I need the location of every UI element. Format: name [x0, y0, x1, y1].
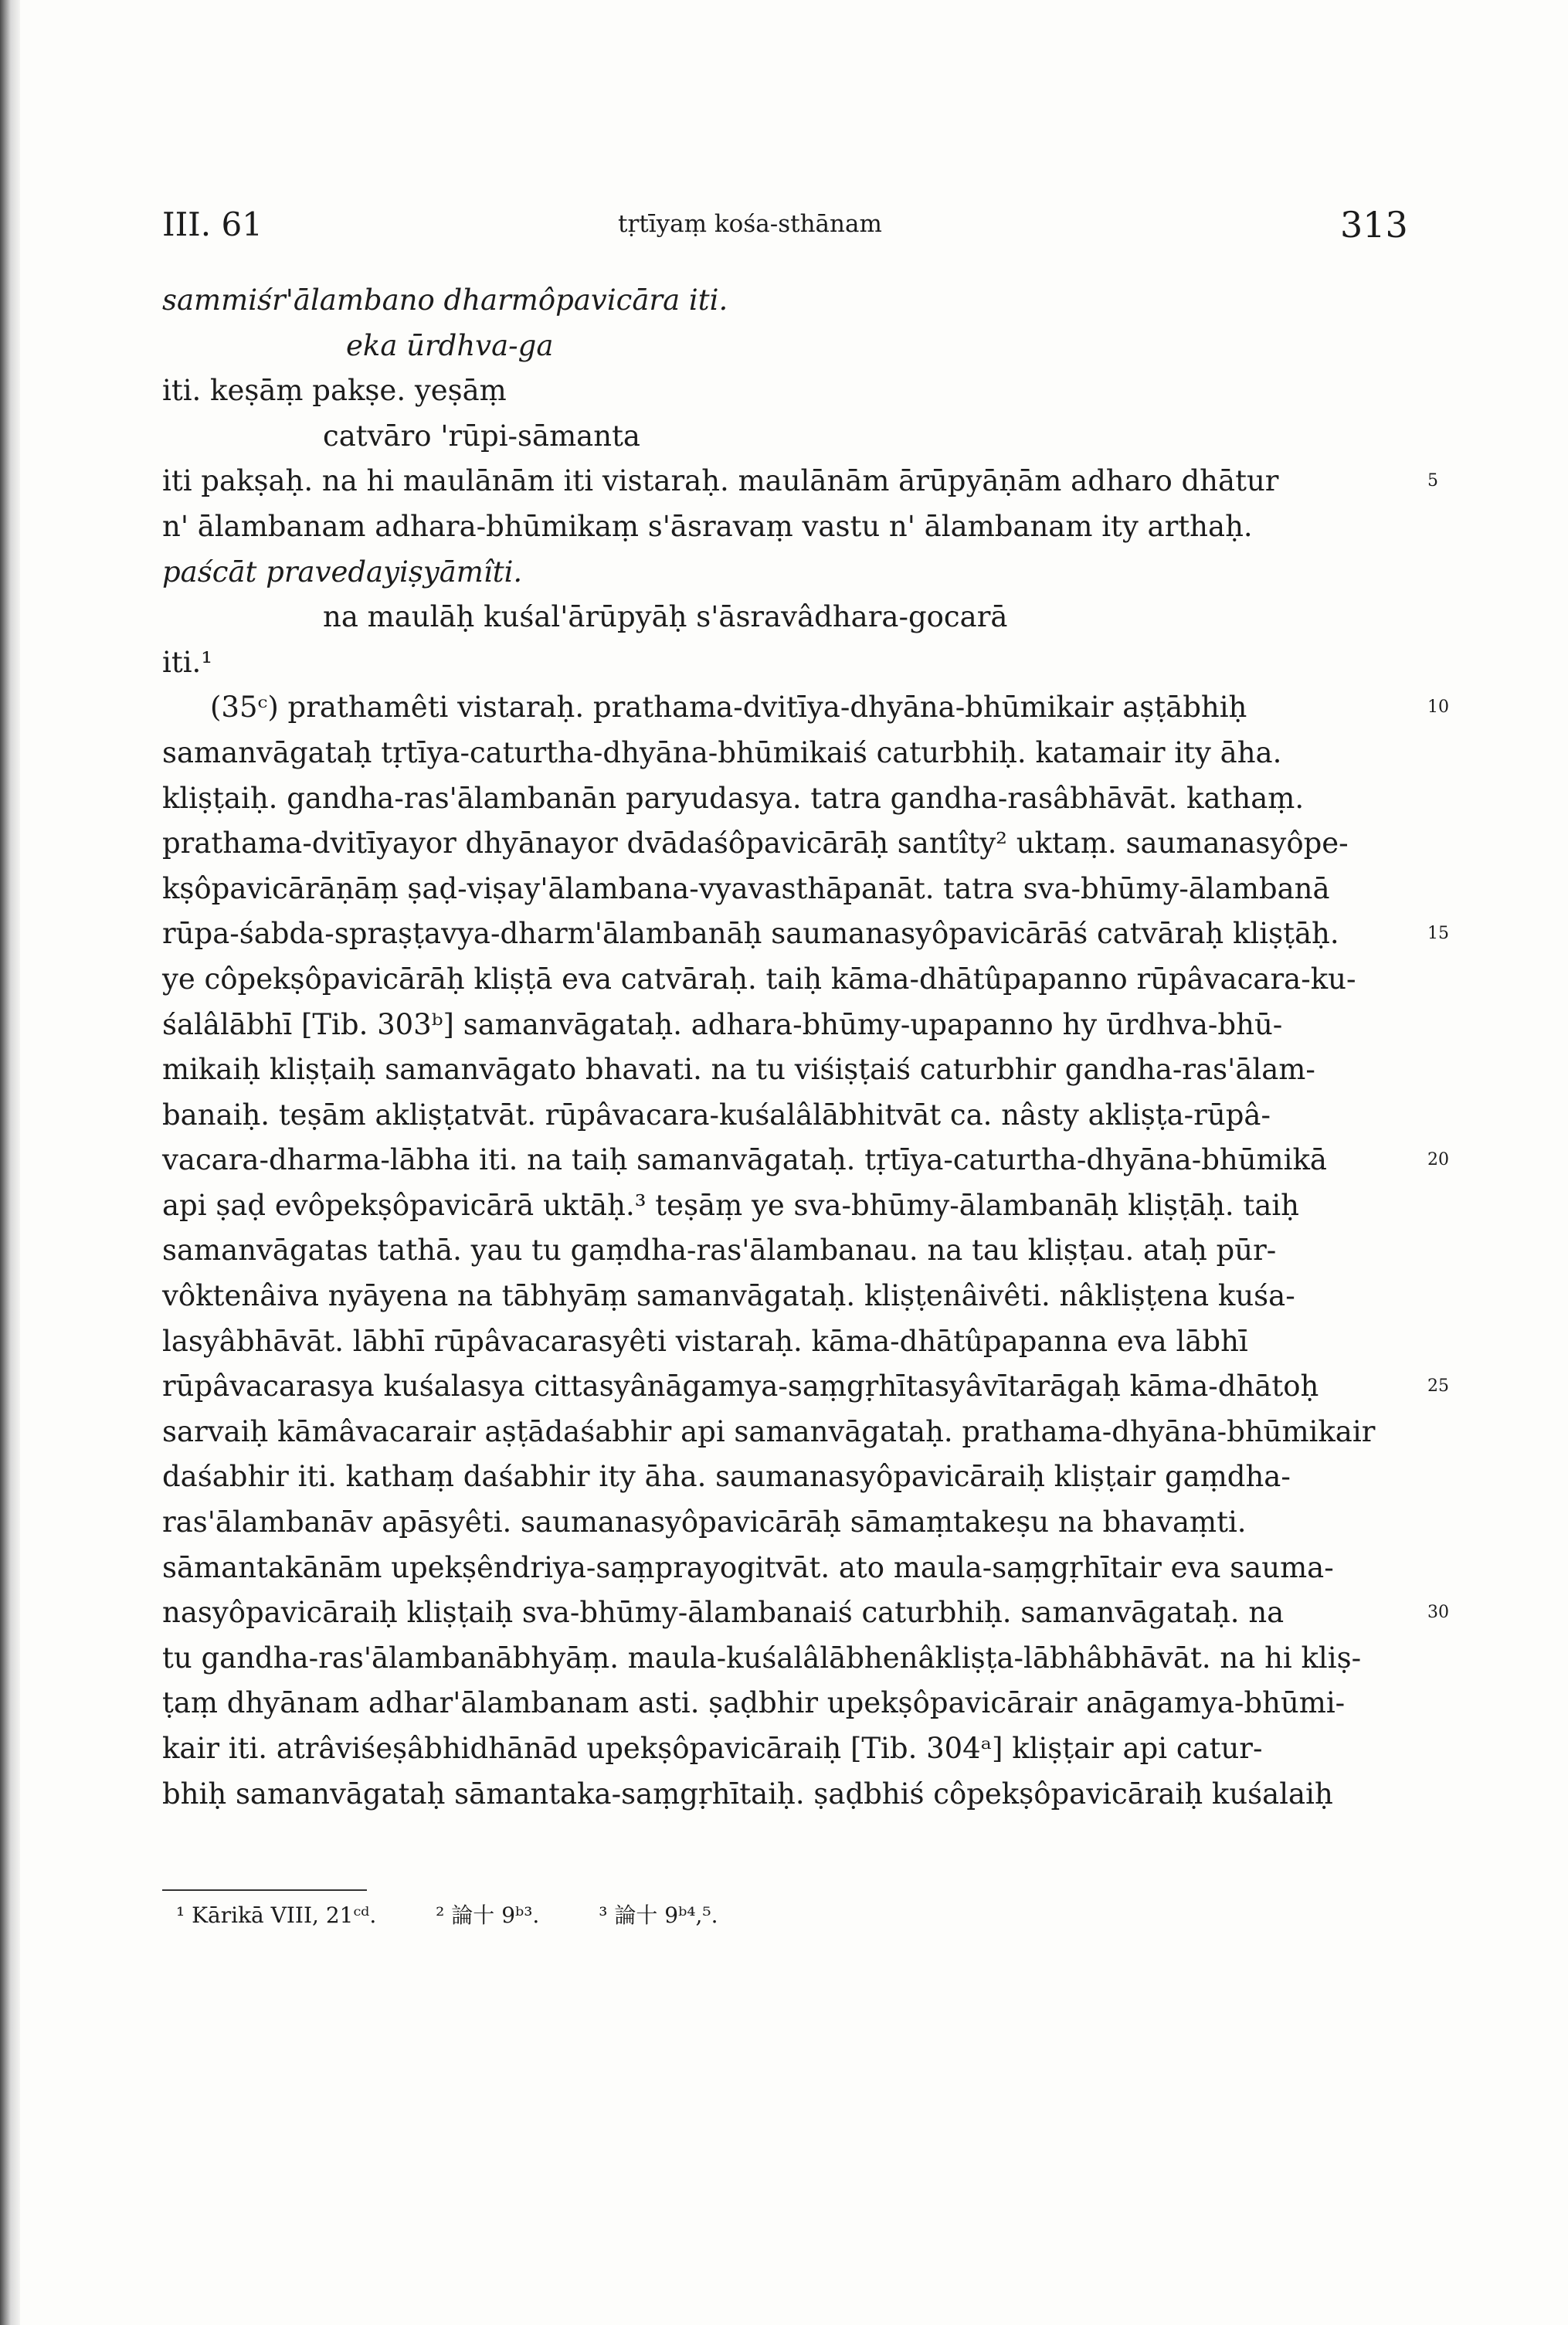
text-line: rūpa-śabda-spraṣṭavya-dharm'ālambanāḥ saumanasyôpavicārāś catvāraḥ kliṣṭāḥ. 15 [0, 911, 1568, 957]
footnotes [176, 1899, 771, 1930]
text-line: kṣôpavicārāṇāṃ ṣaḍ-viṣay'ālambana-vyavasthāpanāt. tatra sva-bhūmy-ālambanā [162, 871, 1330, 905]
text-line: paścāt pravedayiṣyāmîti. [162, 555, 523, 589]
verse-line: eka ūrdhva-ga [346, 328, 554, 362]
text-line: daśabhir iti. kathaṃ daśabhir ity āha. saumanasyôpavicāraiḥ kliṣṭair gaṃdha- [162, 1460, 1291, 1494]
text-line: sarvaiḥ kāmâvacarair aṣṭādaśabhir api samanvāgataḥ. prathama-dhyāna-bhūmikair [162, 1414, 1376, 1448]
text-line: mikaiḥ kliṣṭaiḥ samanvāgato bhavati. na tu viśiṣṭaiś caturbhir gandha-ras'ālam- [162, 1053, 1315, 1087]
footnote-1: ¹ Kārikā VIII, 21ᶜᵈ. [176, 1902, 377, 1928]
line-number: 15 [1427, 924, 1449, 944]
verse-line: na maulāḥ kuśal'ārūpyāḥ s'āsravâdhara-gocarā [323, 600, 1008, 634]
text-line: iti.¹ [162, 645, 213, 679]
main-text [0, 278, 1568, 1817]
text-line: samanvāgatas tathā. yau tu gaṃdha-ras'ālambanau. na tau kliṣṭau. ataḥ pūr- [162, 1234, 1277, 1268]
text-line: bhiḥ samanvāgataḥ sāmantaka-saṃgṛhītaiḥ. ṣaḍbhiś côpekṣôpavicāraiḥ kuśalaiḥ [162, 1777, 1333, 1811]
verse-line: catvāro 'rūpi-sāmanta [323, 419, 640, 453]
text-line: banaiḥ. teṣām akliṣṭatvāt. rūpâvacara-kuśalâlābhitvāt ca. nâsty akliṣṭa-rūpâ- [162, 1098, 1271, 1132]
text-line: sāmantakānām upekṣêndriya-saṃprayogitvāt. ato maula-saṃgṛhītair eva sauma- [162, 1550, 1334, 1584]
text-line: śalâlābhī [Tib. 303ᵇ] samanvāgataḥ. adhara-bhūmy-upapanno hy ūrdhva-bhū- [162, 1007, 1283, 1041]
line-number: 10 [1427, 698, 1449, 718]
line-number: 5 [1427, 471, 1438, 491]
text-line: samanvāgataḥ tṛtīya-caturtha-dhyāna-bhūmikaiś caturbhiḥ. katamair ity āha. [162, 735, 1282, 769]
line-number: 20 [1427, 1150, 1449, 1170]
text-line: rūpâvacarasya kuśalasya cittasyânāgamya-saṃgṛhītasyâvītarāgaḥ kāma-dhātoḥ 25 [0, 1364, 1568, 1410]
text-line: iti pakṣaḥ. na hi maulānām iti vistaraḥ. maulānām ārūpyāṇām adharo dhātur 5 [0, 459, 1568, 504]
text-line: (35ᶜ) prathamêti vistaraḥ. prathama-dvitīya-dhyāna-bhūmikair aṣṭābhiḥ 10 [0, 685, 1568, 731]
footnote-2: ² 論十 9ᵇ³. [436, 1902, 540, 1928]
text-line: kliṣṭaiḥ. gandha-ras'ālambanān paryudasya. tatra gandha-rasâbhāvāt. kathaṃ. [162, 781, 1305, 815]
line-number: 30 [1427, 1603, 1449, 1623]
footnote-rule [162, 1889, 367, 1891]
text-line: lasyâbhāvāt. lābhī rūpâvacarasyêti vistaraḥ. kāma-dhātûpapanna eva lābhī [162, 1324, 1248, 1358]
text-line: ras'ālambanāv apāsyêti. saumanasyôpavicārāḥ sāmaṃtakeṣu na bhavaṃti. [162, 1505, 1247, 1539]
text-line: prathama-dvitīyayor dhyānayor dvādaśôpavicārāḥ santîty² uktaṃ. saumanasyôpe- [162, 826, 1349, 860]
text-line: sammiśr'ālambano dharmôpavicāra iti. [162, 283, 728, 317]
running-header [0, 199, 1568, 253]
section-reference: III. 61 [162, 205, 263, 243]
running-title: tṛtīyaṃ kośa-sthānam [618, 210, 882, 238]
text-line: nasyôpavicāraiḥ kliṣṭaiḥ sva-bhūmy-ālambanaiś caturbhiḥ. samanvāgataḥ. na 30 [0, 1590, 1568, 1636]
text-line: ye côpekṣôpavicārāḥ kliṣṭā eva catvāraḥ. taiḥ kāma-dhātûpapanno rūpâvacara-ku- [162, 962, 1356, 996]
text-line: tu gandha-ras'ālambanābhyāṃ. maula-kuśalâlābhenâkliṣṭa-lābhâbhāvāt. na hi kliṣ- [162, 1641, 1362, 1675]
text-line: n' ālambanam adhara-bhūmikaṃ s'āsravaṃ vastu n' ālambanam ity arthaḥ. [162, 509, 1253, 543]
text-line: vôktenâiva nyāyena na tābhyāṃ samanvāgataḥ. kliṣṭenâivêti. nâkliṣṭena kuśa- [162, 1279, 1295, 1313]
text-line: iti. keṣāṃ pakṣe. yeṣāṃ [162, 374, 507, 408]
footnote-3: ³ 論十 9ᵇ⁴,⁵. [599, 1902, 718, 1928]
text-line: ṭaṃ dhyānam adhar'ālambanam asti. ṣaḍbhir upekṣôpavicārair anāgamya-bhūmi- [162, 1686, 1346, 1720]
text-line: kair iti. atrâviśeṣâbhidhānād upekṣôpavicāraiḥ [Tib. 304ᵃ] kliṣṭair api catur- [162, 1732, 1263, 1765]
page-number: 313 [1340, 204, 1408, 246]
text-line: api ṣaḍ evôpekṣôpavicārā uktāḥ.³ teṣāṃ ye sva-bhūmy-ālambanāḥ kliṣṭāḥ. taiḥ [162, 1188, 1300, 1222]
text-line: vacara-dharma-lābha iti. na taiḥ samanvāgataḥ. tṛtīya-caturtha-dhyāna-bhūmikā 20 [0, 1138, 1568, 1183]
line-number: 25 [1427, 1376, 1449, 1397]
